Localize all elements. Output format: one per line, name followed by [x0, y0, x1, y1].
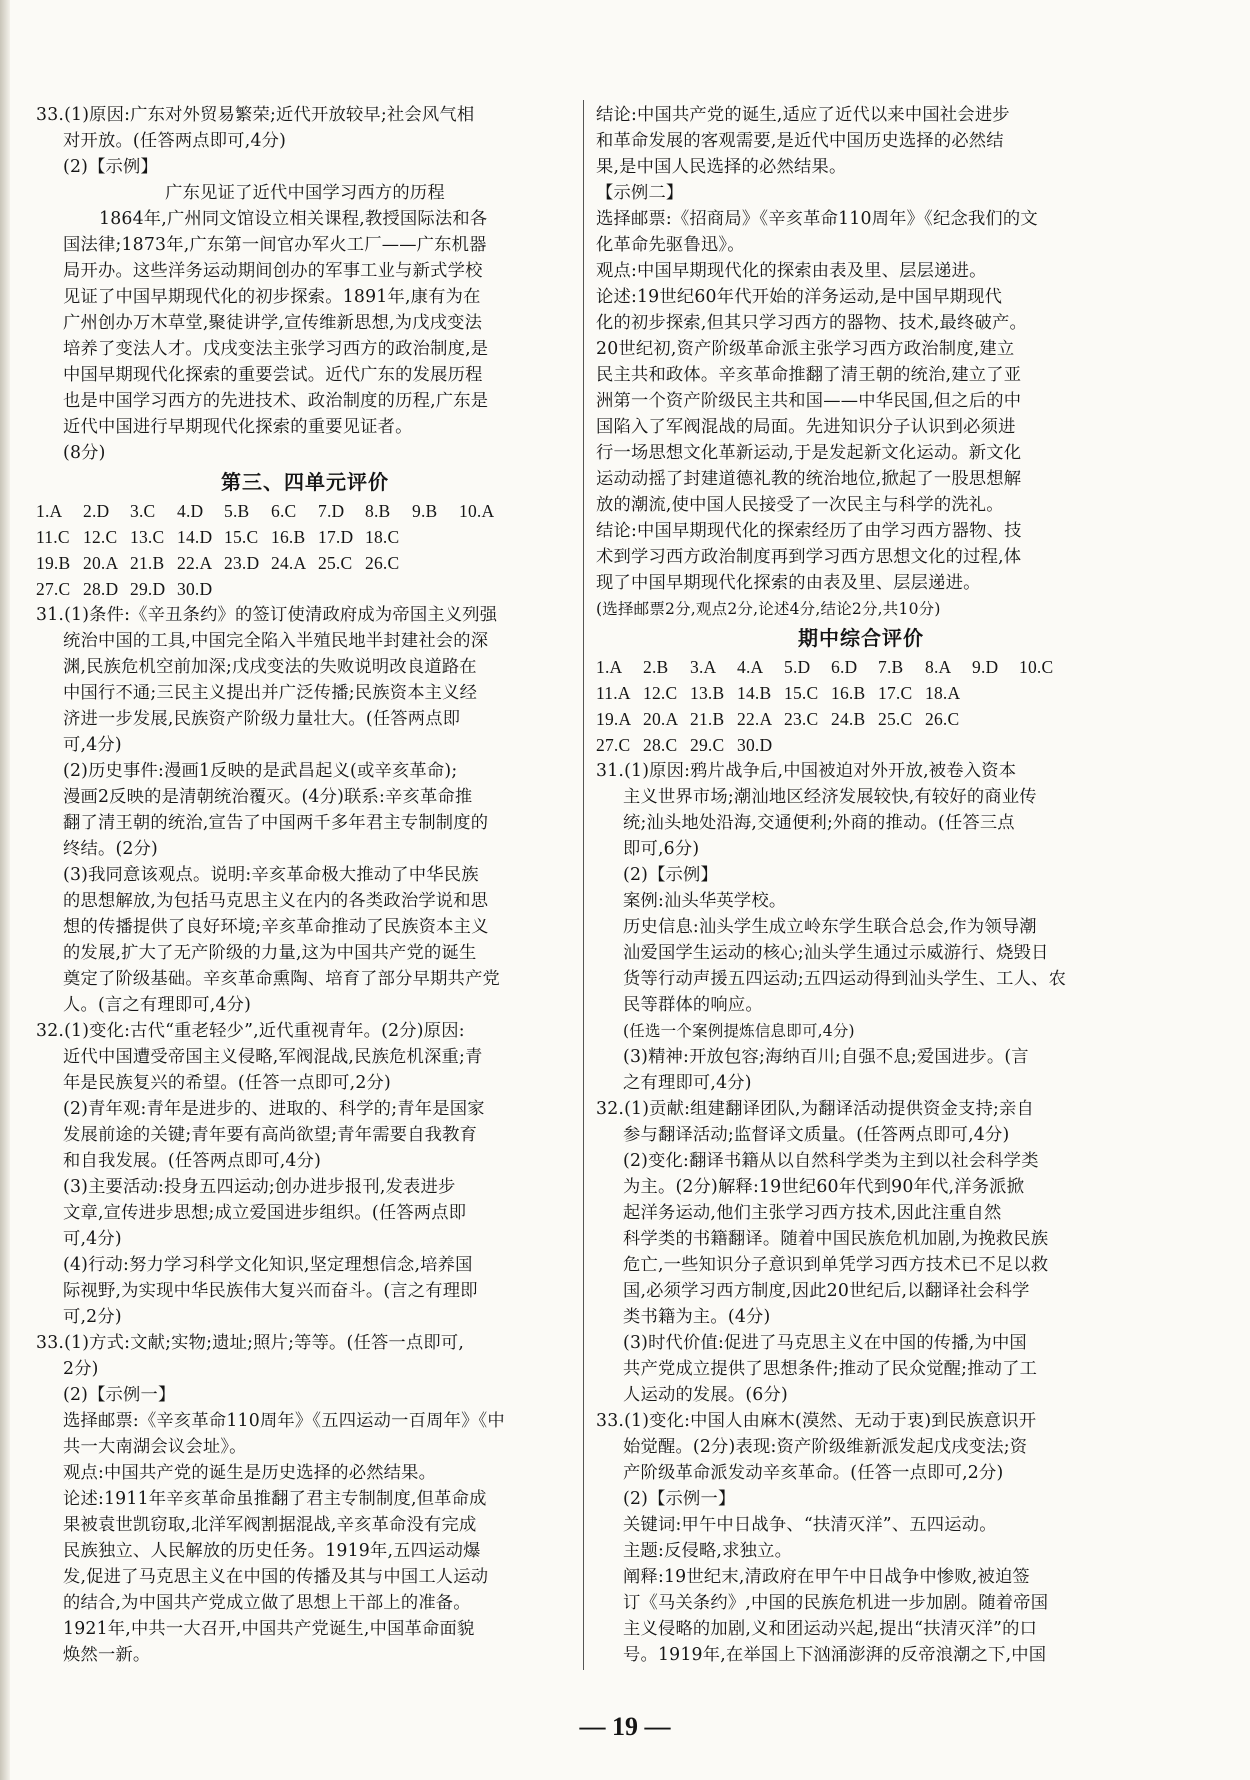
text-line: 对开放。(任答两点即可,4分) — [63, 131, 287, 151]
text-line: 类书籍为主。(4分) — [623, 1307, 771, 1327]
text-line: 和革命发展的客观需要,是近代中国历史选择的必然结 — [596, 131, 1004, 151]
text-line: 民主共和政体。辛亥革命推翻了清王朝的统治,建立了亚 — [596, 365, 1022, 385]
text-line: (3)主要活动:投身五四运动;创办进步报刊,发表进步 — [63, 1177, 456, 1197]
text-line: 漫画2反映的是清朝统治覆灭。(4分)联系:辛亥革命推 — [63, 787, 473, 807]
answer-item: 5.D — [784, 657, 811, 677]
text-line: 洲第一个资产阶级民主共和国——中华民国,但之后的中 — [596, 391, 1022, 411]
answer-key-row — [36, 576, 574, 602]
text-line: 翻了清王朝的统治,宣告了中国两千多年君主专制制度的 — [63, 813, 489, 833]
answer-item: 28.D — [83, 579, 119, 599]
answer-item: 28.C — [643, 735, 678, 755]
text-line: 即可,6分) — [623, 839, 700, 859]
text-line: 际视野,为实现中华民族伟大复兴而奋斗。(言之有理即 — [63, 1281, 478, 1301]
answer-item: 26.C — [365, 553, 400, 573]
text-line: 主义世界市场;潮汕地区经济发展较快,有较好的商业传 — [623, 787, 1037, 807]
page-number: — 19 — — [579, 1712, 671, 1741]
answer-item: 2.D — [83, 501, 110, 521]
text-line: 广州创办万木草堂,聚徒讲学,宣传维新思想,为戊戌变法 — [63, 313, 483, 333]
answer-item: 10.C — [1019, 657, 1054, 677]
answer-key-row — [36, 524, 574, 550]
text-line: 可,4分) — [63, 1229, 122, 1249]
text-line: 局开办。这些洋务运动期间创办的军事工业与新式学校 — [63, 261, 483, 281]
answer-item: 7.B — [878, 657, 904, 677]
text-line: 观点:中国共产党的诞生是历史选择的必然结果。 — [63, 1463, 437, 1483]
answer-item: 18.A — [925, 683, 961, 703]
text-line: (2)历史事件:漫画1反映的是武昌起义(或辛亥革命); — [63, 761, 458, 781]
text-line: 论述:1911年辛亥革命虽推翻了君主专制制度,但革命成 — [63, 1489, 487, 1509]
text-line: 的思想解放,为包括马克思主义在内的各类政治学说和思 — [63, 891, 489, 911]
answer-item: 20.A — [643, 709, 679, 729]
answer-item: 11.C — [36, 527, 70, 547]
answer-item: 17.D — [318, 527, 354, 547]
answer-item: 5.B — [224, 501, 250, 521]
answer-key-row — [36, 550, 574, 576]
text-line: (任选一个案例提炼信息即可,4分) — [623, 1022, 855, 1040]
text-line: (8分) — [63, 443, 106, 463]
answer-item: 16.B — [831, 683, 866, 703]
text-line: (2)变化:翻译书籍从以自然科学类为主到以社会科学类 — [623, 1151, 1039, 1171]
text-line: 奠定了阶级基础。辛亥革命熏陶、培育了部分早期共产党 — [63, 969, 501, 989]
text-line: 终结。(2分) — [63, 839, 159, 859]
answer-item: 24.A — [271, 553, 307, 573]
answer-item: 6.C — [271, 501, 297, 521]
answer-key-row — [596, 732, 1126, 758]
text-line: 民等群体的响应。 — [623, 995, 763, 1015]
text-line: 发,促进了马克思主义在中国的传播及其与中国工人运动 — [63, 1567, 489, 1587]
text-line: 文章,宣传进步思想;成立爱国进步组织。(任答两点即 — [63, 1203, 467, 1223]
text-line: 见证了中国早期现代化的初步探索。1891年,康有为在 — [63, 287, 481, 307]
text-line: 订《马关条约》,中国的民族危机进一步加剧。随着帝国 — [623, 1593, 1049, 1613]
text-line: 之有理即可,4分) — [623, 1073, 752, 1093]
answer-item: 20.A — [83, 553, 119, 573]
answer-item: 14.B — [737, 683, 772, 703]
answer-item: 4.D — [177, 501, 204, 521]
text-line: 也是中国学习西方的先进技术、政治制度的历程,广东是 — [63, 391, 489, 411]
text-line: 【示例二】 — [596, 183, 684, 203]
answer-key-row — [596, 680, 1126, 706]
text-line: 1864年,广州同文馆设立相关课程,教授国际法和各 — [99, 209, 488, 229]
text-line: 国,必须学习西方制度,因此20世纪后,以翻译社会科学 — [623, 1281, 1030, 1301]
answer-item: 23.C — [784, 709, 819, 729]
text-line: (3)精神:开放包容;海纳百川;自强不息;爱国进步。(言 — [623, 1047, 1029, 1067]
answer-item: 16.B — [271, 527, 306, 547]
text-line: 渊,民族危机空前加深;戊戌变法的失败说明改良道路在 — [63, 657, 477, 677]
text-line: 33.(1)变化:中国人由麻木(漠然、无动于衷)到民族意识开 — [596, 1411, 1037, 1431]
text-line: 可,2分) — [63, 1307, 122, 1327]
text-line: 果被袁世凯窃取,北洋军阀割据混战,辛亥革命没有完成 — [63, 1515, 477, 1535]
answer-item: 9.D — [972, 657, 999, 677]
text-line: 号。1919年,在举国上下汹涌澎湃的反帝浪潮之下,中国 — [623, 1645, 1047, 1665]
text-line: 国陷入了军阀混战的局面。先进知识分子认识到必须进 — [596, 417, 1016, 437]
text-line: (4)行动:努力学习科学文化知识,坚定理想信念,培养国 — [63, 1255, 473, 1275]
right-column — [596, 102, 1126, 1668]
text-line: (2)【示例一】 — [63, 1385, 176, 1405]
text-line: 关键词:甲午中日战争、“扶清灭洋”、五四运动。 — [623, 1515, 997, 1535]
text-line: 31.(1)原因:鸦片战争后,中国被迫对外开放,被卷入资本 — [596, 761, 1017, 781]
text-line: 32.(1)变化:古代“重老轻少”,近代重视青年。(2分)原因: — [36, 1021, 465, 1041]
text-line: 主义侵略的加剧,义和团运动兴起,提出“扶清灭洋”的口 — [623, 1619, 1038, 1639]
answer-item: 2.B — [643, 657, 669, 677]
text-line: 选择邮票:《招商局》《辛亥革命110周年》《纪念我们的文 — [596, 209, 1038, 229]
text-line: 为主。(2分)解释:19世纪60年代到90年代,洋务派掀 — [623, 1177, 1025, 1197]
text-line: 国法律;1873年,广东第一间官办军火工厂——广东机器 — [63, 235, 487, 255]
text-line: 起洋务运动,他们主张学习西方技术,因此注重自然 — [623, 1203, 1002, 1223]
text-line: 危亡,一些知识分子意识到单凭学习西方技术已不足以救 — [623, 1255, 1049, 1275]
answer-item: 13.C — [130, 527, 165, 547]
text-line: (2)【示例一】 — [623, 1489, 736, 1509]
text-line: 人。(言之有理即可,4分) — [63, 995, 252, 1015]
column-divider — [583, 100, 584, 1670]
page-edge-shadow — [0, 0, 10, 1780]
answer-item: 25.C — [318, 553, 353, 573]
answer-item: 19.A — [596, 709, 632, 729]
answer-item: 21.B — [130, 553, 165, 573]
text-line: 33.(1)原因:广东对外贸易繁荣;近代开放较早;社会风气相 — [36, 105, 475, 125]
answer-item: 27.C — [596, 735, 631, 755]
text-line: 的发展,扩大了无产阶级的力量,这为中国共产党的诞生 — [63, 943, 477, 963]
answer-item: 6.D — [831, 657, 858, 677]
text-line: 主题:反侵略,求独立。 — [623, 1541, 793, 1561]
answer-item: 7.D — [318, 501, 345, 521]
text-line: 统;汕头地处沿海,交通便利;外商的推动。(任答三点 — [623, 813, 1015, 833]
text-line: 济进一步发展,民族资产阶级力量壮大。(任答两点即 — [63, 709, 461, 729]
answer-item: 22.A — [737, 709, 773, 729]
text-line: 产阶级革命派发动辛亥革命。(任答一点即可,2分) — [623, 1463, 1004, 1483]
answer-item: 23.D — [224, 553, 260, 573]
answer-item: 18.C — [365, 527, 400, 547]
text-line: 参与翻译活动;监督译文质量。(任答两点即可,4分) — [623, 1125, 1010, 1145]
answer-item: 11.A — [596, 683, 631, 703]
text-line: 现了中国早期现代化探索的由表及里、层层递进。 — [596, 573, 981, 593]
answer-item: 24.B — [831, 709, 866, 729]
text-line: (2)【示例】 — [63, 157, 159, 177]
answer-item: 22.A — [177, 553, 213, 573]
answer-item: 15.C — [224, 527, 259, 547]
essay-title: 广东见证了近代中国学习西方的历程 — [165, 183, 445, 203]
text-line: 近代中国进行早期现代化探索的重要见证者。 — [63, 417, 413, 437]
answer-item: 12.C — [643, 683, 678, 703]
answer-item: 10.A — [459, 501, 495, 521]
answer-item: 3.A — [690, 657, 717, 677]
text-line: 共产党成立提供了思想条件;推动了民众觉醒;推动了工 — [623, 1359, 1038, 1379]
answer-item: 17.C — [878, 683, 913, 703]
answer-item: 15.C — [784, 683, 819, 703]
text-line: (3)时代价值:促进了马克思主义在中国的传播,为中国 — [623, 1333, 1027, 1353]
answer-key-row — [596, 654, 1126, 680]
answer-item: 19.B — [36, 553, 71, 573]
text-line: 培养了变法人才。戊戌变法主张学习西方的政治制度,是 — [63, 339, 489, 359]
text-line: 中国行不通;三民主义提出并广泛传播;民族资本主义经 — [63, 683, 478, 703]
text-line: 历史信息:汕头学生成立岭东学生联合总会,作为领导潮 — [623, 917, 1037, 937]
answer-item: 21.B — [690, 709, 725, 729]
answer-item: 14.D — [177, 527, 213, 547]
text-line: 选择邮票:《辛亥革命110周年》《五四运动一百周年》《中 — [63, 1411, 505, 1431]
text-line: 人运动的发展。(6分) — [623, 1385, 788, 1405]
text-line: (2)青年观:青年是进步的、进取的、科学的;青年是国家 — [63, 1099, 485, 1119]
text-line: 可,4分) — [63, 735, 122, 755]
answer-item: 27.C — [36, 579, 71, 599]
text-line: 科学类的书籍翻译。随着中国民族危机加剧,为挽救民族 — [623, 1229, 1049, 1249]
answer-item: 3.C — [130, 501, 156, 521]
text-line: 论述:19世纪60年代开始的洋务运动,是中国早期现代 — [596, 287, 1003, 307]
text-line: 化革命先驱鲁迅》。 — [596, 235, 745, 255]
text-line: 1921年,中共一大召开,中国共产党诞生,中国革命面貌 — [63, 1619, 475, 1639]
text-line: 化的初步探索,但其只学习西方的器物、技术,最终破产。 — [596, 313, 1027, 333]
text-line: 和自我发展。(任答两点即可,4分) — [63, 1151, 322, 1171]
text-line: 发展前途的关键;青年要有高尚欲望;青年需要自我教育 — [63, 1125, 478, 1145]
text-line: 案例:汕头华英学校。 — [623, 891, 787, 911]
text-line: 统治中国的工具,中国完全陷入半殖民地半封建社会的深 — [63, 631, 489, 651]
section-heading: 第三、四单元评价 — [221, 470, 389, 494]
text-line: 货等行动声援五四运动;五四运动得到汕头学生、工人、农 — [623, 969, 1067, 989]
text-line: 汕爱国学生运动的核心;汕头学生通过示威游行、烧毁日 — [623, 943, 1049, 963]
text-line: (3)我同意该观点。说明:辛亥革命极大推动了中华民族 — [63, 865, 479, 885]
text-line: 术到学习西方政治制度再到学习西方思想文化的过程,体 — [596, 547, 1022, 567]
answer-item: 8.A — [925, 657, 952, 677]
answer-item: 30.D — [737, 735, 773, 755]
text-line: 行一场思想文化革新运动,于是发起新文化运动。新文化 — [596, 443, 1022, 463]
text-line: 民族独立、人民解放的历史任务。1919年,五四运动爆 — [63, 1541, 481, 1561]
answer-item: 1.A — [36, 501, 63, 521]
left-column — [36, 102, 574, 1668]
text-line: 31.(1)条件:《辛丑条约》的签订使清政府成为帝国主义列强 — [36, 605, 498, 625]
answer-item: 1.A — [596, 657, 623, 677]
answer-key-row — [36, 498, 574, 524]
text-line: 运动动摇了封建道德礼教的统治地位,掀起了一股思想解 — [596, 469, 1022, 489]
text-line: 20世纪初,资产阶级革命派主张学习西方政治制度,建立 — [596, 339, 1015, 359]
text-line: 中国早期现代化探索的重要尝试。近代广东的发展历程 — [63, 365, 483, 385]
text-line: 果,是中国人民选择的必然结果。 — [596, 157, 847, 177]
answer-item: 12.C — [83, 527, 118, 547]
text-line: 近代中国遭受帝国主义侵略,军阀混战,民族危机深重;青 — [63, 1047, 483, 1067]
text-line: (2)【示例】 — [623, 865, 719, 885]
answer-item: 9.B — [412, 501, 438, 521]
section-heading: 期中综合评价 — [798, 626, 924, 650]
text-line: 放的潮流,使中国人民接受了一次民主与科学的洗礼。 — [596, 495, 1004, 515]
text-line: 想的传播提供了良好环境;辛亥革命推动了民族资本主义 — [63, 917, 489, 937]
text-line: 的结合,为中国共产党成立做了思想上干部上的准备。 — [63, 1593, 471, 1613]
text-line: 年是民族复兴的希望。(任答一点即可,2分) — [63, 1073, 391, 1093]
text-line: 33.(1)方式:文献;实物;遗址;照片;等等。(任答一点即可, — [36, 1333, 465, 1353]
answer-item: 4.A — [737, 657, 764, 677]
answer-item: 26.C — [925, 709, 960, 729]
answer-item: 29.C — [690, 735, 725, 755]
answer-item: 8.B — [365, 501, 391, 521]
text-line: 始觉醒。(2分)表现:资产阶级维新派发起戊戌变法;资 — [623, 1437, 1028, 1457]
text-line: (选择邮票2分,观点2分,论述4分,结论2分,共10分) — [596, 600, 941, 618]
text-line: 结论:中国早期现代化的探索经历了由学习西方器物、技 — [596, 521, 1022, 541]
text-line: 32.(1)贡献:组建翻译团队,为翻译活动提供资金支持;亲自 — [596, 1099, 1035, 1119]
text-line: 阐释:19世纪末,清政府在甲午中日战争中惨败,被迫签 — [623, 1567, 1030, 1587]
text-line: 观点:中国早期现代化的探索由表及里、层层递进。 — [596, 261, 987, 281]
text-line: 焕然一新。 — [63, 1645, 151, 1665]
text-line: 2分) — [63, 1359, 99, 1379]
answer-item: 25.C — [878, 709, 913, 729]
answer-item: 13.B — [690, 683, 725, 703]
text-line: 共一大南湖会议会址》。 — [63, 1437, 247, 1457]
answer-item: 30.D — [177, 579, 213, 599]
answer-key-row — [596, 706, 1126, 732]
text-line: 结论:中国共产党的诞生,适应了近代以来中国社会进步 — [596, 105, 1010, 125]
answer-item: 29.D — [130, 579, 166, 599]
